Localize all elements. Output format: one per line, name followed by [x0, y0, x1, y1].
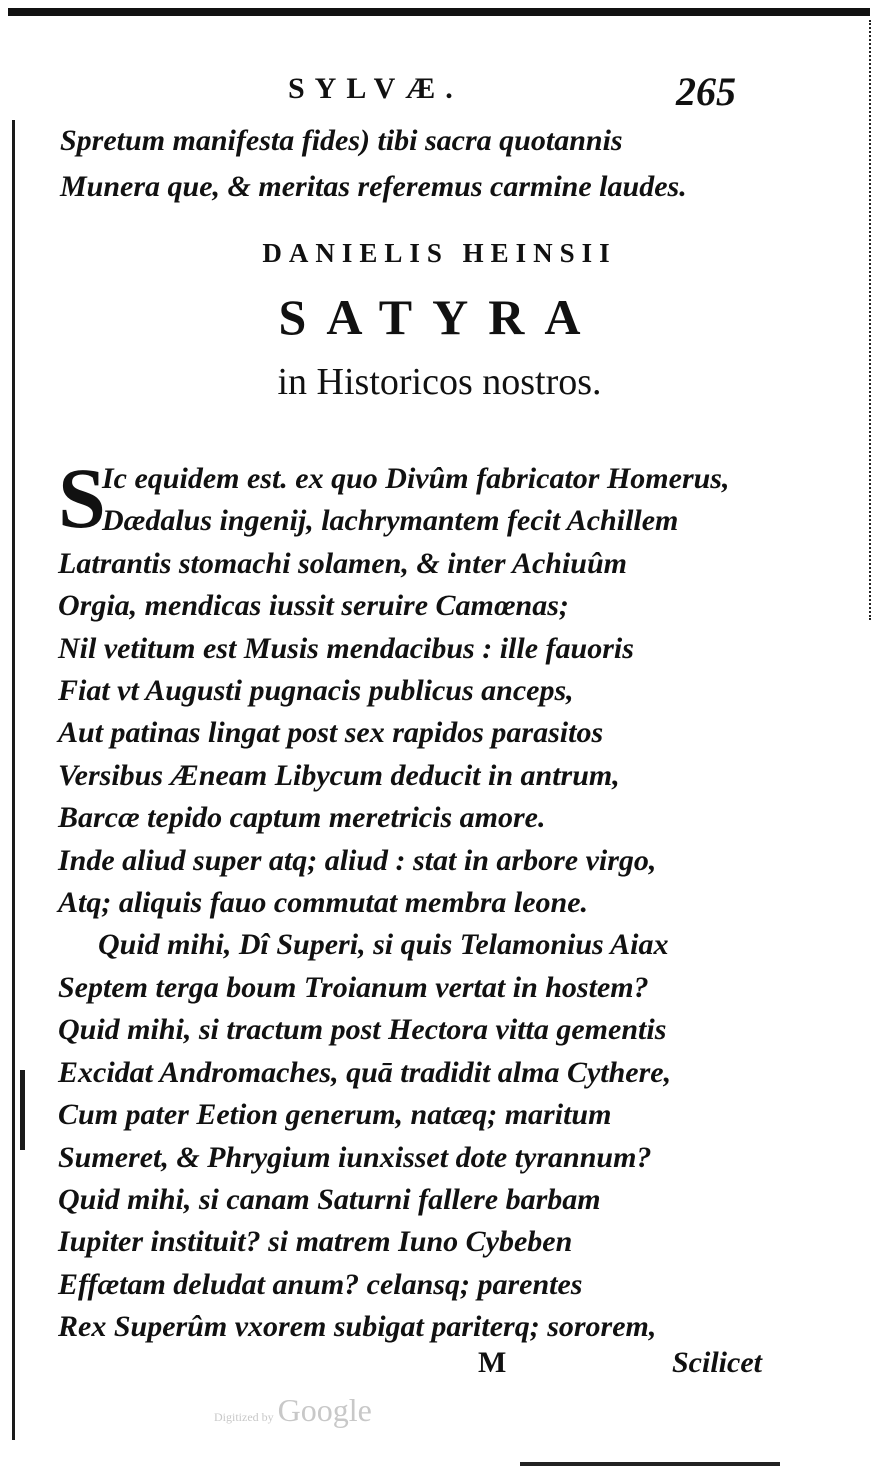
verse-line: Inde aliud super atq; aliud : stat in arbore virgo, [58, 843, 657, 877]
left-margin-mark [20, 1070, 25, 1150]
poem-body [58, 450, 838, 1349]
digitization-watermark [214, 1392, 372, 1429]
verse-line: Latrantis stomachi solamen, & inter Achiuûm [58, 546, 628, 580]
verse-line: Atq; aliquis fauo commutat membra leone. [58, 886, 589, 920]
verse-line: Quid mihi, Dî Superi, si quis Telamonius Aiax [98, 928, 669, 962]
verse-line: Excidat Andromaches, quā tradidit alma Cythere, [58, 1055, 672, 1089]
author-heading: DANIELIS HEINSII [262, 238, 617, 268]
drop-cap: S [58, 450, 106, 546]
poem-title: SATYRA [278, 289, 601, 345]
verse-line: Dædalus ingenij, lachrymantem fecit Achillem [102, 504, 679, 538]
previous-poem-ending [60, 118, 820, 210]
top-border-rule [8, 8, 870, 16]
google-logo: Google [277, 1392, 372, 1428]
verse-line: Spretum manifesta fides) tibi sacra quotannis [60, 124, 623, 157]
verse-line: Quid mihi, si tractum post Hectora vitta gementis [58, 1013, 667, 1047]
catchword: Scilicet [672, 1346, 762, 1379]
signature-mark: M [478, 1346, 507, 1379]
verse-line: Nil vetitum est Musis mendacibus : ille fauoris [58, 631, 634, 665]
poem-subtitle: in Historicos nostros. [277, 361, 602, 403]
verse-line: Iupiter instituit? si matrem Iuno Cybeben [58, 1225, 573, 1259]
bottom-border-rule [520, 1462, 780, 1466]
verse-line: Fiat vt Augusti pugnacis publicus anceps, [58, 674, 574, 708]
running-head: SYLVÆ. [288, 72, 463, 105]
verse-line: Barcæ tepido captum meretricis amore. [58, 801, 546, 835]
verse-line: Aut patinas lingat post sex rapidos parasitos [58, 716, 604, 750]
watermark-prefix: Digitized by [214, 1410, 274, 1424]
verse-line: Ic equidem est. ex quo Divûm fabricator Homerus, [102, 462, 730, 495]
verse-line: Versibus Æneam Libycum deducit in antrum, [58, 758, 620, 792]
verse-line: Sumeret, & Phrygium iunxisset dote tyrannum? [58, 1140, 652, 1174]
verse-line: Septem terga boum Troianum vertat in hostem? [58, 970, 649, 1004]
verse-line: Quid mihi, si canam Saturni fallere barbam [58, 1182, 601, 1216]
verse-line: Rex Superûm vxorem subigat pariterq; sororem, [58, 1310, 657, 1344]
verse-line: Munera que, & meritas referemus carmine laudes. [60, 170, 687, 203]
page-number: 265 [676, 69, 736, 114]
verse-line: Effætam deludat anum? celansq; parentes [58, 1267, 583, 1301]
verse-line: Orgia, mendicas iussit seruire Camœnas; [58, 589, 569, 623]
verse-line: Cum pater Eetion generum, natæq; maritum [58, 1098, 612, 1132]
page-footer [0, 1346, 879, 1390]
page-header [0, 69, 879, 118]
